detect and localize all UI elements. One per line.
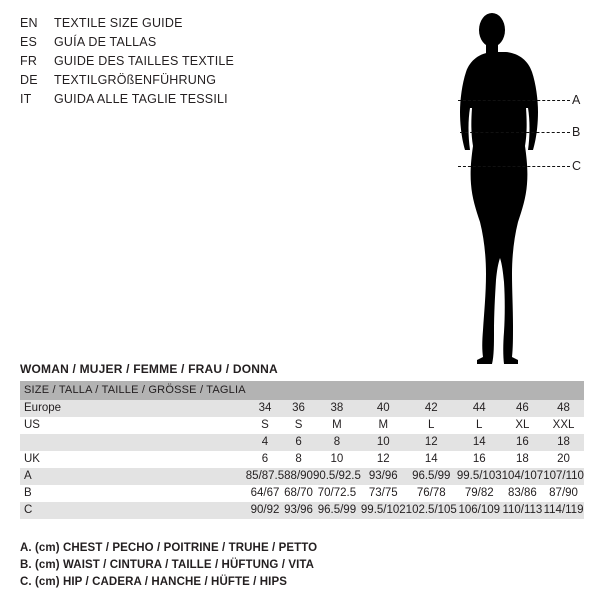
table-cell: 18 xyxy=(502,451,544,468)
table-cell: 12 xyxy=(406,434,457,451)
table-header-cell xyxy=(284,381,313,400)
table-cell: 93/96 xyxy=(284,502,313,519)
table-row xyxy=(20,417,584,434)
table-cell: 93/96 xyxy=(361,468,406,485)
table-cell: 73/75 xyxy=(361,485,406,502)
table-cell: 99.5/102 xyxy=(361,502,406,519)
measure-line-waist xyxy=(460,132,570,133)
table-cell: 38 xyxy=(313,400,361,417)
table-cell: 64/67 xyxy=(246,485,284,502)
table-cell: 99.5/103 xyxy=(457,468,502,485)
table-header-cell xyxy=(361,381,406,400)
table-cell: 46 xyxy=(502,400,544,417)
table-header-cell xyxy=(543,381,584,400)
table-cell: 6 xyxy=(284,434,313,451)
measurement-notes xyxy=(20,540,440,591)
table-cell: M xyxy=(313,417,361,434)
language-title: GUÍA DE TALLAS xyxy=(54,35,157,49)
language-code: DE xyxy=(20,73,38,87)
language-list xyxy=(20,16,310,111)
table-cell: 48 xyxy=(543,400,584,417)
measure-label-c: C xyxy=(572,159,582,173)
table-cell: 36 xyxy=(284,400,313,417)
table-cell: 87/90 xyxy=(543,485,584,502)
note-hip: C. (cm) HIP / CADERA / HANCHE / HÜFTE / HIPS xyxy=(20,576,288,588)
row-label: US xyxy=(20,417,246,434)
table-cell: 16 xyxy=(457,451,502,468)
table-cell: 76/78 xyxy=(406,485,457,502)
table-cell: 102.5/105 xyxy=(406,502,457,519)
measure-label-b: B xyxy=(572,125,581,139)
table-cell: XXL xyxy=(543,417,584,434)
measure-line-hip xyxy=(458,166,570,167)
table-cell: 42 xyxy=(406,400,457,417)
language-title: GUIDA ALLE TAGLIE TESSILI xyxy=(54,92,228,106)
language-code: FR xyxy=(20,54,38,68)
table-cell: 12 xyxy=(361,451,406,468)
table-row xyxy=(20,451,584,468)
table-header-cell xyxy=(406,381,457,400)
measure-label-a: A xyxy=(572,93,581,107)
language-row xyxy=(20,54,310,73)
table-cell: 68/70 xyxy=(284,485,313,502)
table-header-row xyxy=(20,381,584,400)
row-label: B xyxy=(20,485,246,502)
table-cell: 79/82 xyxy=(457,485,502,502)
table-cell: 83/86 xyxy=(502,485,544,502)
table-cell: 96.5/99 xyxy=(406,468,457,485)
language-row xyxy=(20,73,310,92)
table-row xyxy=(20,468,584,485)
table-cell: 88/90 xyxy=(284,468,313,485)
table-cell: 10 xyxy=(313,451,361,468)
table-cell: 110/113 xyxy=(502,502,544,519)
table-cell: 85/87.5 xyxy=(246,468,284,485)
table-header-cell: SIZE / TALLA / TAILLE / GRÖSSE / TAGLIA xyxy=(24,384,246,396)
table-cell: 70/72.5 xyxy=(313,485,361,502)
language-code: IT xyxy=(20,92,32,106)
table-cell: 96.5/99 xyxy=(313,502,361,519)
row-label: C xyxy=(20,502,246,519)
table-cell: 4 xyxy=(246,434,284,451)
table-cell: M xyxy=(361,417,406,434)
language-row xyxy=(20,92,310,111)
note-waist: B. (cm) WAIST / CINTURA / TAILLE / HÜFTUNG / VITA xyxy=(20,559,315,571)
note-chest: A. (cm) CHEST / PECHO / POITRINE / TRUHE / PETTO xyxy=(20,542,318,554)
table-header-cell xyxy=(502,381,544,400)
language-title: TEXTILGRÖßENFÜHRUNG xyxy=(54,73,217,87)
table-cell: 107/110 xyxy=(543,468,584,485)
row-label: UK xyxy=(20,451,246,468)
table-header-cell xyxy=(313,381,361,400)
table-row xyxy=(20,400,584,417)
row-label xyxy=(20,434,246,451)
table-cell: 14 xyxy=(457,434,502,451)
body-figure xyxy=(430,8,590,378)
female-silhouette-icon xyxy=(430,8,590,378)
measure-line-chest xyxy=(458,100,570,101)
table-cell: 114/119 xyxy=(543,502,584,519)
table-row xyxy=(20,434,584,451)
size-table-wrapper xyxy=(20,381,582,519)
table-cell: 18 xyxy=(543,434,584,451)
language-row xyxy=(20,16,310,35)
table-cell: 34 xyxy=(246,400,284,417)
table-cell: 40 xyxy=(361,400,406,417)
table-cell: 104/107 xyxy=(502,468,544,485)
table-cell: 16 xyxy=(502,434,544,451)
table-header-cell xyxy=(457,381,502,400)
row-label: A xyxy=(20,468,246,485)
table-cell: 10 xyxy=(361,434,406,451)
row-label: Europe xyxy=(20,400,246,417)
table-cell: XL xyxy=(502,417,544,434)
table-cell: 90.5/92.5 xyxy=(313,468,361,485)
table-cell: 14 xyxy=(406,451,457,468)
table-cell: 8 xyxy=(313,434,361,451)
language-code: EN xyxy=(20,16,38,30)
table-row xyxy=(20,502,584,519)
table-row xyxy=(20,485,584,502)
section-title: WOMAN / MUJER / FEMME / FRAU / DONNA xyxy=(20,362,278,376)
table-cell: L xyxy=(457,417,502,434)
table-cell: 6 xyxy=(246,451,284,468)
table-cell: 90/92 xyxy=(246,502,284,519)
table-cell: L xyxy=(406,417,457,434)
table-header-cell xyxy=(246,381,284,400)
table-cell: S xyxy=(284,417,313,434)
table-cell: S xyxy=(246,417,284,434)
language-row xyxy=(20,35,310,54)
table-cell: 44 xyxy=(457,400,502,417)
size-table xyxy=(20,381,584,519)
language-title: TEXTILE SIZE GUIDE xyxy=(54,16,183,30)
table-cell: 106/109 xyxy=(457,502,502,519)
language-code: ES xyxy=(20,35,38,49)
table-cell: 20 xyxy=(543,451,584,468)
language-title: GUIDE DES TAILLES TEXTILE xyxy=(54,54,235,68)
table-cell: 8 xyxy=(284,451,313,468)
